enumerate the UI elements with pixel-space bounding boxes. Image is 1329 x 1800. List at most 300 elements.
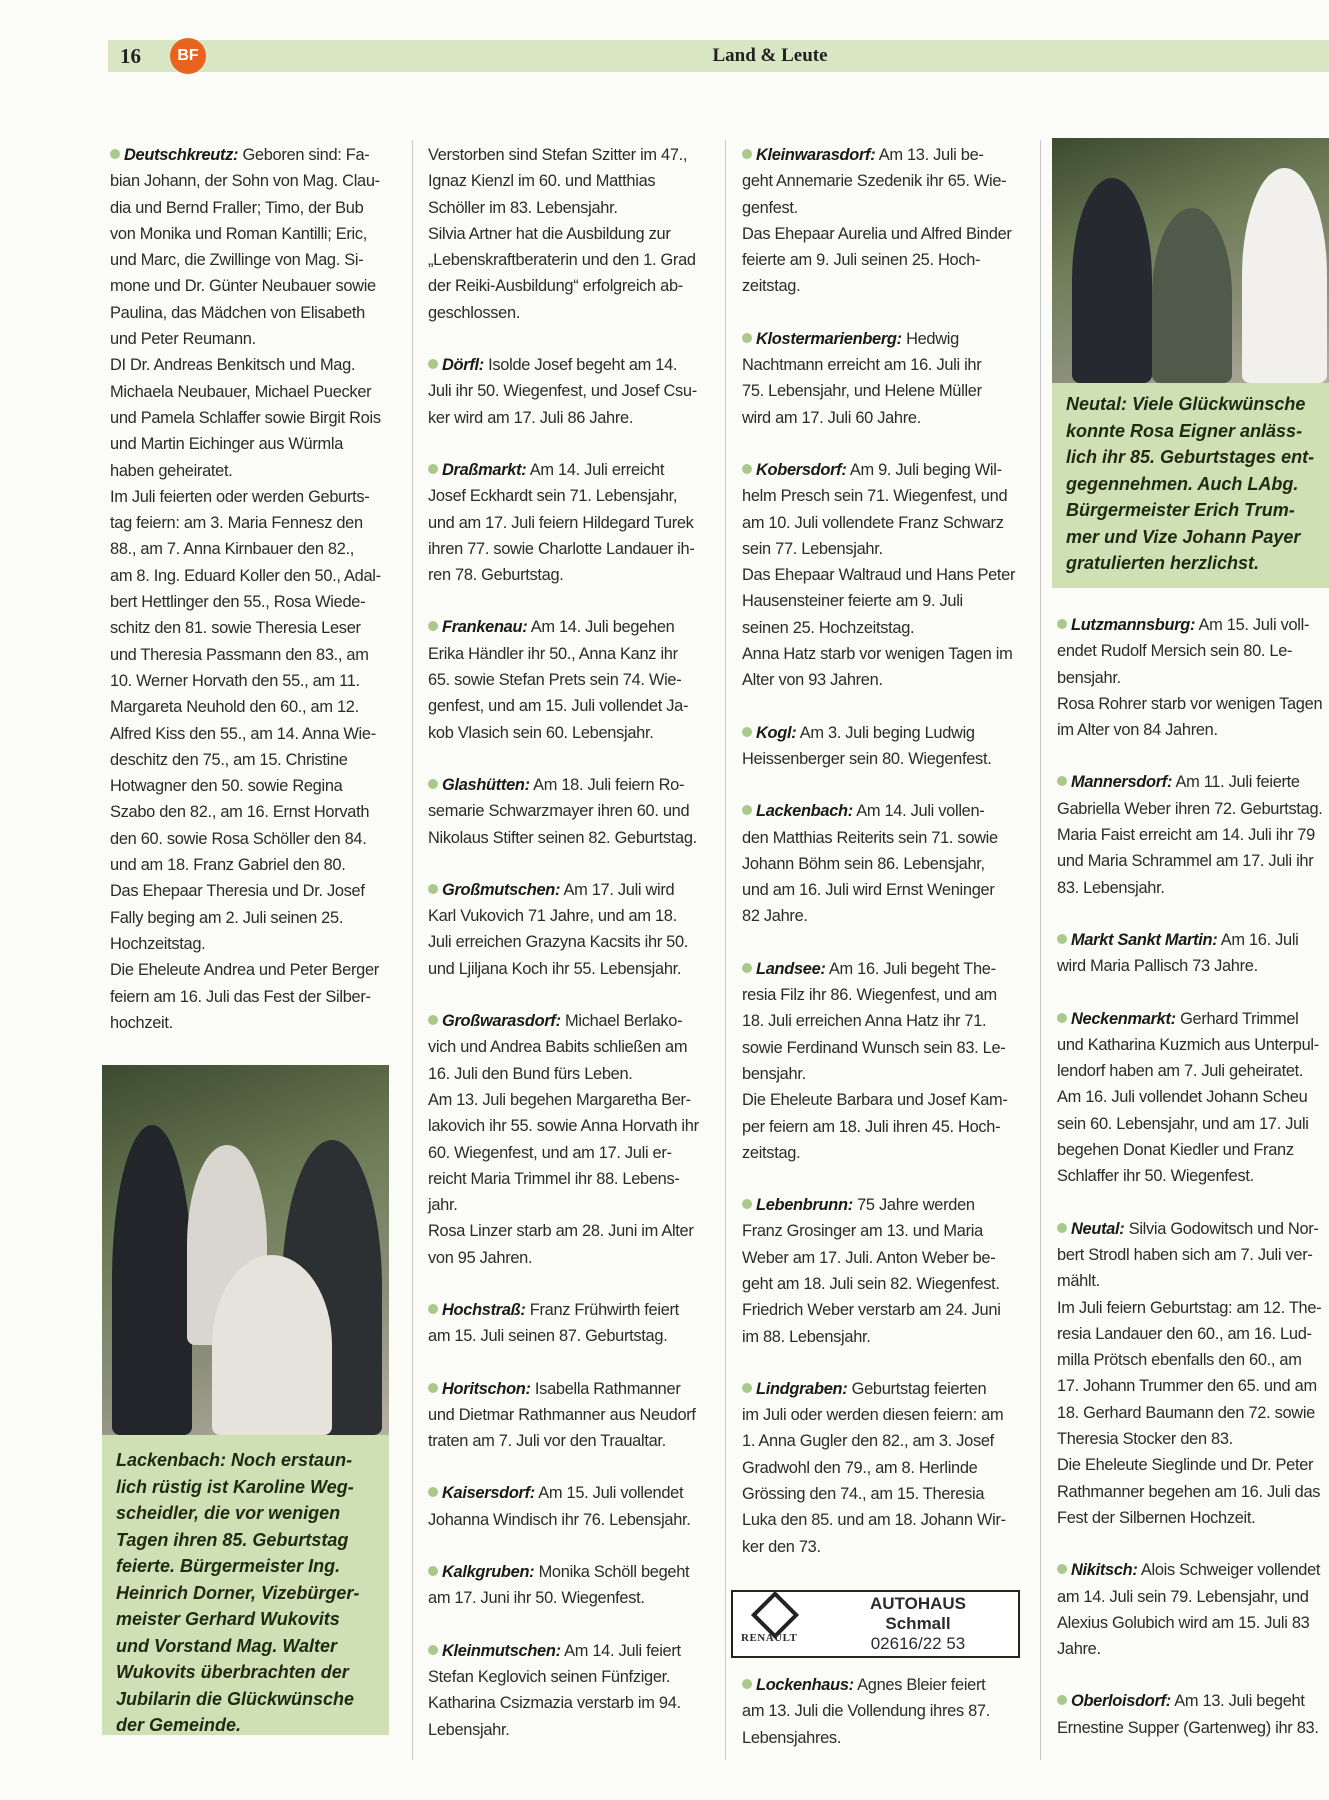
entry-line: Gradwohl den 79., am 8. Herlinde: [742, 1458, 978, 1477]
entry-text: Geburtstag feierten: [847, 1379, 987, 1398]
entry-text: Agnes Bleier feiert: [853, 1676, 986, 1694]
place-name: Deutschkreutz:: [124, 146, 239, 164]
entry-first-line: [428, 772, 708, 798]
news-entry: [742, 956, 1022, 1166]
entry-text: Am 13. Juli be-: [875, 146, 984, 164]
entry-first-line: [428, 877, 708, 903]
bullet-icon: [428, 359, 438, 369]
ad-name-line: Schmall: [885, 1614, 951, 1633]
entry-line: und Peter Reumann.: [110, 330, 256, 349]
caption-lackenbach: [102, 1435, 389, 1735]
entry-line: Am 13. Juli begehen Margaretha Ber-: [428, 1090, 691, 1109]
bullet-icon: [1057, 1695, 1067, 1705]
entry-line: und Maria Schrammel am 17. Juli ihr: [1057, 852, 1314, 871]
entry-line: wird am 17. Juli 60 Jahre.: [742, 408, 921, 427]
entry-line: Weber am 17. Juli. Anton Weber be-: [742, 1248, 996, 1267]
entry-line: resia Filz ihr 86. Wiegenfest, und am: [742, 986, 997, 1005]
bullet-icon: [428, 1015, 438, 1025]
entry-line: 1. Anna Gugler den 82., am 3. Josef: [742, 1432, 994, 1451]
news-entry: [428, 1008, 708, 1271]
entry-line: Schöller im 83. Lebensjahr.: [428, 198, 618, 217]
entry-text: Am 13. Juli begeht: [1170, 1692, 1305, 1711]
bullet-icon: [1057, 776, 1067, 786]
entry-line: Josef Eckhardt sein 71. Lebensjahr,: [428, 487, 678, 506]
entry-text: Am 9. Juli beging Wil-: [846, 460, 1002, 479]
column-3-after-ad: [742, 1672, 1022, 1777]
entry-first-line: [1057, 1216, 1329, 1242]
entry-line: und am 18. Franz Gabriel den 80.: [110, 856, 346, 875]
column-1: [110, 142, 390, 1062]
caption-line: mer und Vize Johann Payer: [1066, 526, 1301, 547]
caption-line: Heinrich Dorner, Vizebürger-: [116, 1582, 360, 1603]
entry-line: resia Landauer den 60., am 16. Lud-: [1057, 1324, 1312, 1343]
caption-line: und Vorstand Mag. Walter: [116, 1635, 338, 1656]
entry-line: am 13. Juli die Vollendung ihres 87.: [742, 1702, 990, 1721]
place-name: Dörfl:: [442, 356, 484, 375]
place-name: Frankenau:: [442, 618, 528, 637]
ad-name: [823, 1594, 1013, 1634]
place-name: Lutzmannsburg:: [1071, 616, 1196, 634]
bullet-icon: [742, 727, 752, 737]
entry-first-line: [742, 142, 1022, 168]
entry-line: bensjahr.: [1057, 668, 1121, 687]
caption-line: lich ihr 85. Geburtstages ent-: [1066, 447, 1315, 467]
entry-line: lendorf haben am 7. Juli geheiratet.: [1057, 1062, 1304, 1081]
entry-line: helm Presch sein 71. Wiegenfest, und: [742, 487, 1008, 506]
bullet-icon: [742, 805, 752, 815]
news-entry: [1057, 612, 1329, 743]
entry-line: Die Eheleute Andrea und Peter Berger: [110, 961, 379, 980]
entry-line: Alfred Kiss den 55., am 14. Anna Wie-: [110, 724, 376, 743]
bullet-icon: [742, 464, 752, 474]
entry-first-line: [1057, 1688, 1329, 1714]
entry-line: Rosa Rohrer starb vor wenigen Tagen: [1057, 694, 1323, 713]
news-entry: [428, 614, 708, 745]
place-name: Nikitsch:: [1071, 1561, 1138, 1580]
entry-line: seinen 25. Hochzeitstag.: [742, 618, 915, 637]
bullet-icon: [742, 963, 752, 973]
entry-line: zeitstag.: [742, 1143, 801, 1162]
entry-text: Franz Frühwirth feiert: [525, 1300, 679, 1319]
entry-line: Johanna Windisch ihr 76. Lebensjahr.: [428, 1510, 691, 1529]
entry-text: Am 14. Juli erreicht: [526, 460, 665, 479]
entry-line: geht Annemarie Szedenik ihr 65. Wie-: [742, 172, 1007, 191]
entry-line: Erika Händler ihr 50., Anna Kanz ihr: [428, 644, 678, 663]
entry-line: und Theresia Passmann den 83., am: [110, 645, 369, 664]
entry-first-line: [428, 614, 708, 640]
page-number: 16: [120, 44, 141, 68]
entry-line: der Reiki-Ausbildung“ erfolgreich ab-: [428, 277, 683, 296]
ad-phone: 02616/22 53: [870, 1634, 966, 1653]
place-name: Hochstraß:: [442, 1300, 526, 1319]
bullet-icon: [742, 1199, 752, 1209]
place-name: Lockenhaus:: [756, 1676, 854, 1694]
place-name: Kaisersdorf:: [442, 1484, 535, 1503]
entry-line: genfest.: [742, 198, 798, 217]
entry-first-line: [1057, 1557, 1329, 1583]
caption-line: feierte. Bürgermeister Ing.: [116, 1556, 341, 1576]
entry-line: jahr.: [428, 1196, 458, 1215]
entry-first-line: [742, 720, 1022, 746]
bullet-icon: [742, 1679, 752, 1689]
bullet-icon: [1057, 1013, 1067, 1023]
entry-line: Alter von 93 Jahren.: [742, 671, 883, 690]
entry-line: sein 60. Lebensjahr, und am 17. Juli: [1057, 1114, 1309, 1133]
entry-line: geschlossen.: [428, 303, 521, 322]
entry-line: 10. Werner Horvath den 55., am 11.: [110, 671, 360, 690]
place-name: Lindgraben:: [756, 1379, 848, 1398]
entry-line: bian Johann, der Sohn von Mag. Clau-: [110, 172, 380, 191]
caption-line: Wukovits überbrachten der: [116, 1662, 349, 1682]
entry-line: am 15. Juli seinen 87. Geburtstag.: [428, 1327, 668, 1346]
entry-text: Isabella Rathmanner: [530, 1379, 681, 1398]
entry-text: Am 16. Juli begeht The-: [825, 959, 996, 978]
news-entry: [428, 877, 708, 982]
entry-line: Hausensteiner feierte am 9. Juli: [742, 592, 963, 611]
entry-line: Rosa Linzer starb am 28. Juni im Alter: [428, 1222, 694, 1241]
news-entry: [428, 457, 708, 588]
entry-line: im Alter von 84 Jahren.: [1057, 721, 1218, 740]
caption-line: Lackenbach: Noch erstaun-: [116, 1450, 353, 1470]
bullet-icon: [428, 1304, 438, 1314]
place-name: Neckenmarkt:: [1071, 1009, 1176, 1028]
entry-line: Nikolaus Stifter seinen 82. Geburtstag.: [428, 828, 697, 847]
person-figure: [1242, 168, 1327, 383]
entry-line: Michaela Neubauer, Michael Puecker: [110, 382, 372, 401]
entry-line: Theresia Stocker den 83.: [1057, 1430, 1233, 1449]
entry-line: Rathmanner begehen am 16. Juli das: [1057, 1482, 1321, 1501]
column-divider: [725, 140, 726, 1760]
place-name: Kleinwarasdorf:: [756, 146, 876, 164]
news-entry: [742, 1192, 1022, 1350]
place-name: Markt Sankt Martin:: [1071, 930, 1218, 949]
entry-line: den Matthias Reiterits sein 71. sowie: [742, 828, 998, 847]
place-name: Großmutschen:: [442, 880, 561, 899]
entry-line: Juli ihr 50. Wiegenfest, und Josef Csu-: [428, 382, 697, 401]
entry-line: 18. Juli erreichen Anna Hatz ihr 71.: [742, 1012, 987, 1031]
entry-text: Am 14. Juli begehen: [527, 618, 675, 637]
entry-line: bert Strodl haben sich am 7. Juli ver-: [1057, 1245, 1313, 1264]
entry-line: mone und Dr. Günter Neubauer sowie: [110, 277, 376, 296]
entry-line: und Ljiljana Koch ihr 55. Lebensjahr.: [428, 959, 682, 978]
place-name: Kleinmutschen:: [442, 1641, 561, 1660]
entry-line: Karl Vukovich 71 Jahre, und am 18.: [428, 907, 677, 926]
place-name: Kalkgruben:: [442, 1563, 535, 1582]
place-name: Lackenbach:: [756, 802, 853, 821]
news-entry: [1057, 1688, 1329, 1741]
place-name: Mannersdorf:: [1071, 773, 1173, 792]
entry-first-line: [742, 457, 1022, 483]
bullet-icon: [428, 884, 438, 894]
entry-line: Verstorben sind Stefan Szitter im 47.,: [428, 146, 688, 164]
entry-line: sein 77. Lebensjahr.: [742, 539, 883, 558]
entry-line: Franz Grosinger am 13. und Maria: [742, 1222, 983, 1241]
entry-line: und Katharina Kuzmich aus Unterpul-: [1057, 1035, 1319, 1054]
caption-line: lich rüstig ist Karoline Weg-: [116, 1476, 354, 1497]
entry-line: Die Eheleute Barbara und Josef Kam-: [742, 1091, 1008, 1110]
news-entry: [428, 772, 708, 851]
caption-line: Neutal: Viele Glückwünsche: [1066, 394, 1306, 414]
bullet-icon: [1057, 1223, 1067, 1233]
news-entry: [1057, 1006, 1329, 1190]
entry-first-line: [110, 142, 390, 168]
bullet-icon: [428, 1487, 438, 1497]
ad-name-line: AUTOHAUS: [869, 1594, 967, 1613]
column-3: [742, 142, 1022, 1586]
bullet-icon: [742, 333, 752, 343]
news-entry: [428, 1297, 708, 1350]
entry-line: Jahre.: [1057, 1640, 1101, 1659]
entry-line: Im Juli feierten oder werden Geburts-: [110, 487, 370, 506]
column-divider: [412, 140, 413, 1760]
entry-line: Hotwagner den 50. sowie Regina: [110, 777, 343, 796]
entry-line: lakovich ihr 55. sowie Anna Horvath ihr: [428, 1117, 699, 1136]
entry-line: Die Eheleute Sieglinde und Dr. Peter: [1057, 1456, 1314, 1475]
entry-line: DI Dr. Andreas Benkitsch und Mag.: [110, 356, 356, 375]
entry-text: Am 15. Juli voll-: [1195, 616, 1310, 634]
entry-text: Silvia Godowitsch und Nor-: [1124, 1219, 1319, 1238]
entry-line: endet Rudolf Mersich sein 80. Le-: [1057, 642, 1293, 661]
place-name: Neutal:: [1071, 1219, 1125, 1238]
entry-line: 75. Lebensjahr, und Helene Müller: [742, 382, 982, 401]
entry-line: Alexius Golubich wird am 15. Juli 83: [1057, 1613, 1310, 1632]
entry-first-line: [428, 1480, 708, 1506]
entry-line: per feiern am 18. Juli ihren 45. Hoch-: [742, 1117, 1001, 1136]
entry-line: Ernestine Supper (Gartenweg) ihr 83.: [1057, 1718, 1319, 1737]
entry-text: Am 3. Juli beging Ludwig: [796, 723, 975, 742]
caption-line: scheidler, die vor wenigen: [116, 1503, 341, 1523]
place-name: Klostermarienberg:: [756, 329, 902, 348]
entry-line: Silvia Artner hat die Ausbildung zur: [428, 224, 671, 243]
entry-line: ren 78. Geburtstag.: [428, 566, 564, 585]
place-name: Glashütten:: [442, 775, 530, 794]
entry-line: am 14. Juli sein 79. Lebensjahr, und: [1057, 1587, 1309, 1606]
news-entry: [1057, 1216, 1329, 1532]
caption-line: Bürgermeister Erich Trum-: [1066, 500, 1295, 520]
entry-line: begehen Donat Kiedler und Franz: [1057, 1141, 1294, 1160]
entry-line: ker den 73.: [742, 1537, 821, 1556]
entry-text: Alois Schweiger vollendet: [1137, 1561, 1321, 1580]
entry-text: Am 15. Juli vollendet: [534, 1484, 684, 1503]
entry-line: 18. Gerhard Baumann den 72. sowie: [1057, 1403, 1315, 1422]
entry-line: ihren 77. sowie Charlotte Landauer ih-: [428, 539, 695, 558]
place-name: Horitschon:: [442, 1379, 531, 1398]
entry-line: wird Maria Pallisch 73 Jahre.: [1057, 957, 1258, 976]
entry-line: Luka den 85. und am 18. Johann Wir-: [742, 1511, 1006, 1530]
column-4: [1057, 612, 1329, 1767]
bullet-icon: [742, 1383, 752, 1393]
news-entry: [1057, 769, 1329, 900]
bullet-icon: [742, 149, 752, 159]
bullet-icon: [428, 779, 438, 789]
entry-line: Lebensjahr.: [428, 1720, 510, 1739]
section-title: Land & Leute: [712, 45, 828, 66]
place-name: Draßmarkt:: [442, 460, 527, 479]
entry-line: mählt.: [1057, 1272, 1100, 1291]
news-entry: [428, 142, 708, 326]
entry-line: feierte am 9. Juli seinen 25. Hoch-: [742, 251, 981, 270]
news-entry: [742, 326, 1022, 431]
entry-first-line: [742, 798, 1022, 824]
news-entry: [428, 1480, 708, 1533]
entry-line: kob Vlasich sein 60. Lebensjahr.: [428, 723, 654, 742]
ad-brand: RENAULT: [741, 1632, 798, 1644]
bullet-icon: [428, 1383, 438, 1393]
place-name: Oberloisdorf:: [1071, 1692, 1171, 1711]
entry-line: Fally beging am 2. Juli seinen 25.: [110, 908, 344, 927]
entry-line: bensjahr.: [742, 1064, 806, 1083]
news-entry: [742, 1672, 1022, 1751]
entry-line: Heissenberger sein 80. Wiegenfest.: [742, 749, 992, 768]
entry-line: Das Ehepaar Waltraud und Hans Peter: [742, 566, 1016, 585]
entry-line: Friedrich Weber verstarb am 24. Juni: [742, 1301, 1001, 1320]
entry-first-line: [428, 1008, 708, 1034]
entry-first-line: [1057, 769, 1329, 795]
caption-line: Tagen ihren 85. Geburtstag: [116, 1529, 349, 1550]
entry-line: Schlaffer ihr 50. Wiegenfest.: [1057, 1167, 1254, 1186]
news-entry: [428, 352, 708, 431]
caption-line: konnte Rosa Eigner anläss-: [1066, 420, 1303, 441]
entry-line: Hochzeitstag.: [110, 934, 206, 953]
entry-text: Am 11. Juli feierte: [1172, 773, 1300, 792]
entry-line: und Dietmar Rathmanner aus Neudorf: [428, 1405, 696, 1424]
entry-line: Ignaz Kienzl im 60. und Matthias: [428, 172, 656, 191]
entry-line: 65. sowie Stefan Prets sein 74. Wie-: [428, 671, 682, 690]
news-entry: [428, 1638, 708, 1743]
entry-line: traten am 7. Juli vor den Traualtar.: [428, 1432, 666, 1451]
entry-text: Geboren sind: Fa-: [238, 146, 370, 164]
person-figure: [212, 1255, 332, 1435]
news-entry: [742, 457, 1022, 694]
entry-line: Juli erreichen Grazyna Kacsits ihr 50.: [428, 933, 689, 952]
entry-text: 75 Jahre werden: [852, 1196, 975, 1215]
entry-line: „Lebenskraftberaterin und den 1. Grad: [428, 251, 696, 270]
entry-first-line: [428, 1376, 708, 1402]
place-name: Lebenbrunn:: [756, 1196, 853, 1215]
bullet-icon: [428, 1566, 438, 1576]
entry-text: Am 14. Juli feiert: [560, 1641, 681, 1660]
entry-first-line: [428, 1297, 708, 1323]
entry-line: und am 16. Juli wird Ernst Weninger: [742, 881, 995, 900]
entry-text: Michael Berlako-: [560, 1012, 683, 1031]
entry-line: genfest, und am 15. Juli vollendet Ja-: [428, 697, 689, 716]
entry-first-line: [742, 956, 1022, 982]
caption-line: gegennehmen. Auch LAbg.: [1066, 473, 1299, 494]
news-entry: [742, 142, 1022, 300]
entry-line: den 60. sowie Rosa Schöller den 84.: [110, 829, 367, 848]
entry-first-line: [742, 1192, 1022, 1218]
bullet-icon: [428, 621, 438, 631]
caption-line: gratulierten herzlichst.: [1066, 553, 1260, 573]
entry-line: ker wird am 17. Juli 86 Jahre.: [428, 408, 634, 427]
person-figure: [1152, 208, 1232, 383]
entry-first-line: [742, 1376, 1022, 1402]
entry-text: Am 16. Juli: [1217, 930, 1299, 949]
entry-text: Monika Schöll begeht: [534, 1563, 690, 1582]
entry-text: Hedwig: [901, 329, 959, 348]
caption-line: Jubilarin die Glückwünsche: [116, 1688, 355, 1709]
entry-line: Das Ehepaar Aurelia und Alfred Binder: [742, 224, 1012, 243]
entry-line: milla Prötsch ebenfalls den 60., am: [1057, 1351, 1302, 1370]
entry-line: geht am 18. Juli sein 82. Wiegenfest.: [742, 1274, 1000, 1293]
entry-line: semarie Schwarzmayer ihren 60. und: [428, 802, 690, 821]
news-entry: [428, 1376, 708, 1455]
entry-line: 88., am 7. Anna Kirnbauer den 82.,: [110, 540, 355, 559]
entry-first-line: [428, 457, 708, 483]
entry-line: hochzeit.: [110, 1013, 173, 1032]
entry-first-line: [742, 326, 1022, 352]
column-divider: [1040, 140, 1041, 1760]
entry-line: Das Ehepaar Theresia und Dr. Josef: [110, 882, 365, 901]
news-entry: [1057, 1557, 1329, 1662]
person-figure: [112, 1125, 192, 1435]
entry-line: deschitz den 75., am 15. Christine: [110, 750, 348, 769]
entry-line: und Martin Eichinger aus Würmla: [110, 435, 344, 454]
entry-text: Gerhard Trimmel: [1175, 1009, 1299, 1028]
caption-neutal: [1052, 383, 1329, 588]
entry-line: im 88. Lebensjahr.: [742, 1327, 871, 1346]
news-entry: [1057, 927, 1329, 980]
entry-line: dia und Bernd Fraller; Timo, der Bub: [110, 198, 364, 217]
place-name: Großwarasdorf:: [442, 1012, 561, 1031]
entry-line: Paulina, das Mädchen von Elisabeth: [110, 303, 365, 322]
entry-line: Nachtmann erreicht am 16. Juli ihr: [742, 356, 982, 375]
column-2: [428, 142, 708, 1769]
entry-line: am 8. Ing. Eduard Koller den 50., Adal-: [110, 566, 381, 585]
entry-first-line: [1057, 612, 1329, 638]
entry-line: 82 Jahre.: [742, 907, 808, 926]
bullet-icon: [428, 464, 438, 474]
entry-first-line: [428, 1559, 708, 1585]
entry-line: von Monika und Roman Kantilli; Eric,: [110, 224, 368, 243]
entry-first-line: [428, 352, 708, 378]
entry-line: 83. Lebensjahr.: [1057, 878, 1165, 897]
place-name: Kogl:: [756, 723, 797, 742]
entry-line: und Pamela Schlaffer sowie Birgit Rois: [110, 408, 381, 427]
entry-line: zeitstag.: [742, 277, 801, 296]
news-entry: [110, 142, 390, 1036]
entry-line: tag feiern: am 3. Maria Fennesz den: [110, 514, 363, 533]
entry-line: Anna Hatz starb vor wenigen Tagen im: [742, 645, 1013, 664]
entry-line: Katharina Csizmazia verstarb im 94.: [428, 1694, 681, 1713]
entry-line: Stefan Keglovich seinen Fünfziger.: [428, 1667, 671, 1686]
entry-line: vich und Andrea Babits schließen am: [428, 1038, 688, 1057]
entry-line: Maria Faist erreicht am 14. Juli ihr 79: [1057, 826, 1315, 845]
bullet-icon: [1057, 1564, 1067, 1574]
photo-neutal: [1052, 138, 1329, 383]
caption-line: meister Gerhard Wukovits: [116, 1609, 340, 1629]
entry-line: Lebensjahres.: [742, 1728, 842, 1747]
entry-line: im Juli oder werden diesen feiern: am: [742, 1406, 1004, 1425]
entry-text: Isolde Josef begeht am 14.: [483, 356, 678, 375]
entry-line: am 17. Juni ihr 50. Wiegenfest.: [428, 1589, 645, 1608]
entry-line: bert Hettlinger den 55., Rosa Wiede-: [110, 593, 366, 612]
entry-line: Am 16. Juli vollendet Johann Scheu: [1057, 1088, 1308, 1107]
entry-line: am 10. Juli vollendete Franz Schwarz: [742, 513, 1004, 532]
place-name: Landsee:: [756, 959, 826, 978]
entry-line: 16. Juli den Bund fürs Leben.: [428, 1064, 633, 1083]
news-entry: [428, 1559, 708, 1612]
bf-logo: BF: [170, 38, 206, 74]
entry-line: haben geheiratet.: [110, 461, 233, 480]
entry-line: schitz den 81. sowie Theresia Leser: [110, 619, 361, 638]
entry-text: Am 17. Juli wird: [560, 880, 675, 899]
entry-line: Fest der Silbernen Hochzeit.: [1057, 1508, 1256, 1527]
person-figure: [1072, 178, 1152, 383]
bullet-icon: [428, 1645, 438, 1655]
news-entry: [742, 1376, 1022, 1560]
autohaus-ad: [731, 1590, 1020, 1658]
